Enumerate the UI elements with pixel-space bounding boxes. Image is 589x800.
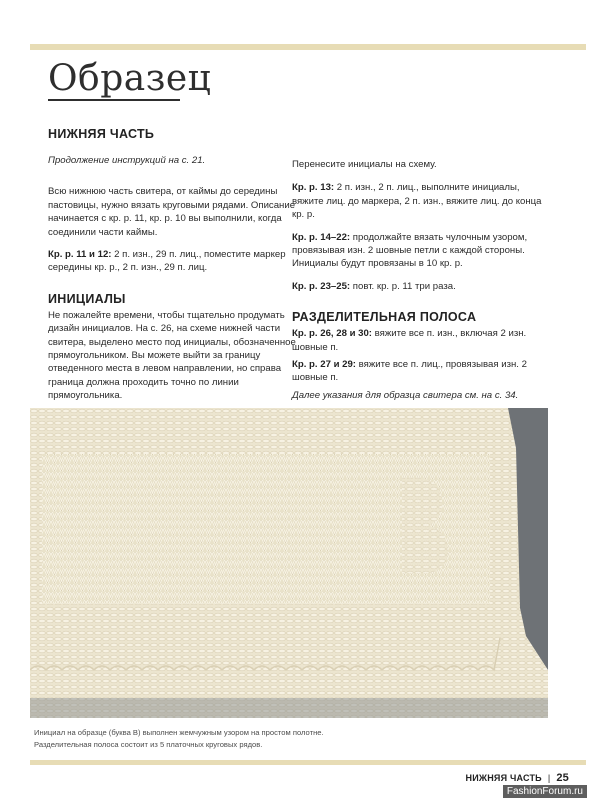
row-label: Кр. р. 11 и 12: [48,249,112,261]
left-column [48,126,298,412]
row-label: Кр. р. 27 и 29: [292,359,357,371]
row-text: повт. кр. р. 11 три раза. [350,280,456,292]
row-text: вяжите все п. лиц., провязывая изн. 2 шовные п. [292,359,527,384]
row-text: вяжите все п. изн., включая 2 изн. шовные п. [292,328,527,353]
page-title: Образец [48,58,212,99]
row-label: Кр. р. 13: [292,182,335,194]
section-heading-initials: ИНИЦИАЛЫ [48,291,126,306]
page-number: 25 [556,772,569,784]
caption-line: Инициал на образце (буква В) выполнен жемчужным узором на простом полотне. [34,728,324,737]
row-27-instruction [292,358,542,385]
row-label: Кр. р. 14–22: [292,231,351,243]
page-footer [466,772,569,784]
row-11-12-instruction [48,248,298,275]
continuation-note: Продолжение инструкций на с. 21. [48,155,206,166]
knitted-sample-photo [30,408,548,718]
further-instructions-note: Далее указания для образца свитера см. на с. 34. [292,389,519,401]
row-14-22-instruction [292,231,542,271]
knitted-sample-illustration [30,408,548,718]
title-underline [48,99,180,101]
row-26-instruction [292,327,542,354]
bottom-accent-bar [30,760,586,765]
row-label: Кр. р. 26, 28 и 30: [292,328,373,340]
top-accent-bar [30,44,586,50]
right-column [292,158,542,411]
footer-separator: | [547,773,551,783]
section-heading-lower-part: НИЖНЯЯ ЧАСТЬ [48,127,155,141]
paragraph-lower-part: Всю нижнюю часть свитера, от каймы до середины пастовицы, нужно вязать круговыми рядами. Описание начинается с кр. р. 11, кр. р. 10 вы выполнили, когда соединили части каймы. [48,186,296,238]
watermark: FashionForum.ru [503,785,587,798]
row-23-25-instruction [292,280,542,293]
row-text: 2 п. изн., 2 п. лиц., выполните инициалы, вяжите лиц. до маркера, 2 п. изн., вяжите лиц. до конца кр. р. [292,182,542,221]
row-13-instruction [292,181,542,221]
row-text: продолжайте вязать чулочным узором, провязывая изн. 2 шовные петли с каждой стороны. Инициалы будут провязаны в 10 кр. р. [292,231,528,270]
photo-caption [34,727,454,750]
footer-section-name: НИЖНЯЯ ЧАСТЬ [465,773,542,783]
section-heading-divider-strip: РАЗДЕЛИТЕЛЬНАЯ ПОЛОСА [292,310,477,325]
transfer-initials-note: Перенесите инициалы на схему. [292,159,437,170]
caption-line: Разделительная полоса состоит из 5 платочных круговых рядов. [34,739,263,749]
row-text: 2 п. изн., 29 п. лиц., поместите маркер середины кр. р., 2 п. изн., 29 п. лиц. [48,249,286,274]
row-label: Кр. р. 23–25: [292,280,351,292]
paragraph-initials: Не пожалейте времени, чтобы тщательно продумать дизайн инициалов. На с. 26, на схеме нижней части свитера, выделено место под инициалы, обозначенное прямоугольником. Вы можете выйти за границу отведенного места в левом направлении, но справа граница должна проходить точно по линии прямоугольника. [48,309,296,402]
